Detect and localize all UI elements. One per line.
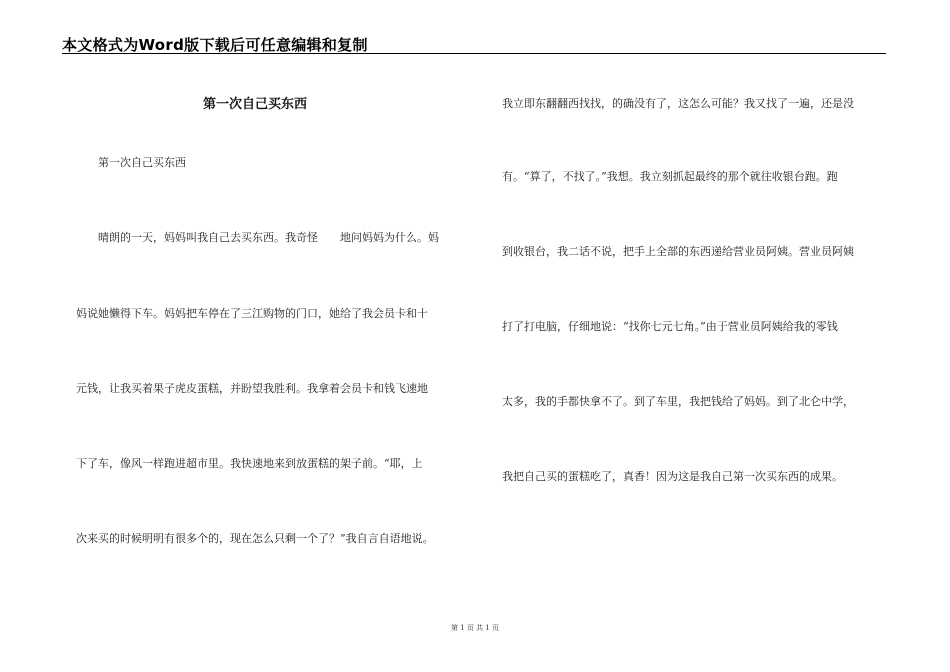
document-title: 第一次自己买东西 xyxy=(203,97,308,112)
text-line: 打了打电脑，仔细地说：“找你七元七角。”由于营业员阿姨给我的零钱 xyxy=(502,320,838,333)
text-line: 有。“算了，不找了。”我想。我立刻抓起最终的那个就往收银台跑。跑 xyxy=(502,170,838,183)
header-divider xyxy=(62,53,886,54)
text-line: 到收银台，我二话不说，把手上全部的东西递给营业员阿姨。营业员阿姨 xyxy=(502,245,854,258)
text-line: 我把自己买的蛋糕吃了，真香！因为这是我自己第一次买东西的成果。 xyxy=(502,470,843,483)
text-line: 太多，我的手都快拿不了。到了车里，我把钱给了妈妈。到了北仑中学， xyxy=(502,395,854,408)
text-line: 妈说她懒得下车。妈妈把车停在了三江购物的门口，她给了我会员卡和十 xyxy=(76,307,428,320)
text-line: 下了车，像风一样跑进超市里。我快速地来到放蛋糕的架子前。“耶，上 xyxy=(76,457,423,470)
document-banner: 本文格式为Word版下载后可任意编辑和复制 xyxy=(62,36,368,54)
text-line: 晴朗的一天，妈妈叫我自己去买东西。我奇怪 地问妈妈为什么。妈 xyxy=(98,231,439,244)
text-line: 次来买的时候明明有很多个的，现在怎么只剩一个了？”我自言自语地说。 xyxy=(76,532,434,545)
text-line: 我立即东翻翻西找找，的确没有了，这怎么可能？我又找了一遍，还是没 xyxy=(502,97,854,110)
text-line: 元钱，让我买着果子虎皮蛋糕，并盼望我胜利。我拿着会员卡和钱飞速地 xyxy=(76,382,428,395)
paragraph-heading: 第一次自己买东西 xyxy=(98,156,186,169)
page-number: 第 1 页 共 1 页 xyxy=(450,624,500,632)
